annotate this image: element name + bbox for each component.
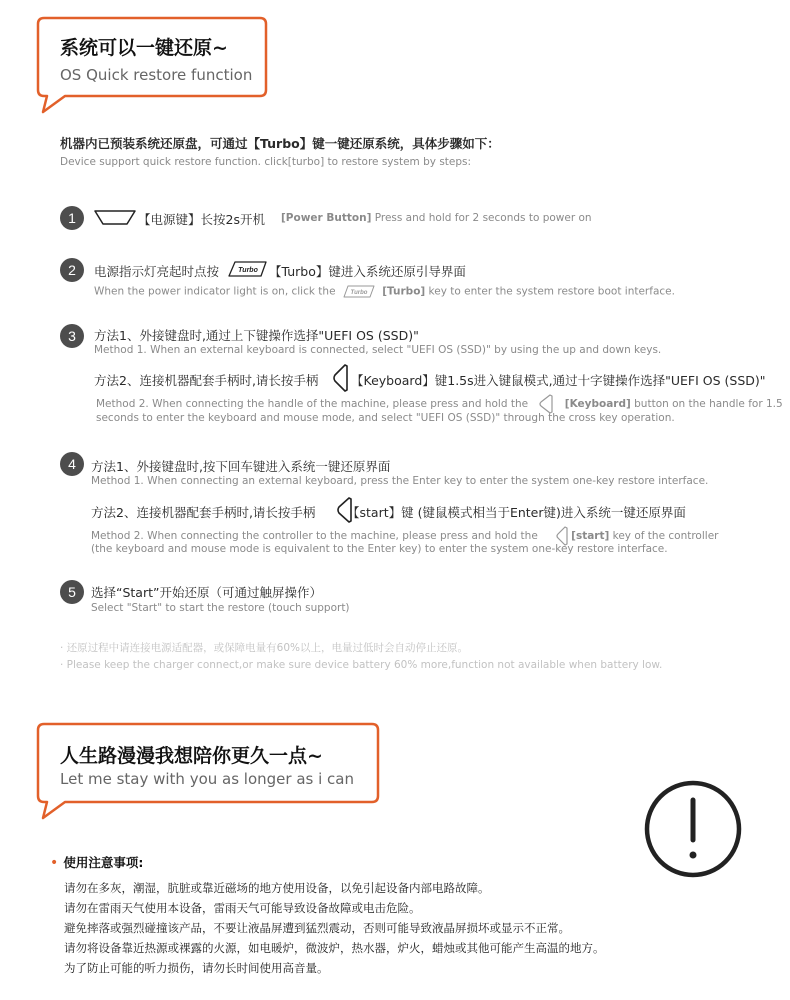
section-subtitle: OS Quick restore function xyxy=(60,66,253,84)
step-number: 1 xyxy=(60,206,84,230)
section-title: 系统可以一键还原~ xyxy=(60,37,228,59)
precaution-line: 请勿将设备靠近热源或裸露的火源，如电暖炉，微波炉，热水器，炉火，蜡烛或其他可能产生高温的地方。 xyxy=(64,941,605,955)
power-button-icon xyxy=(94,210,136,226)
note-zh: · 还原过程中请连接电源适配器，或保障电量有60%以上，电量过低时会自动停止还原。 xyxy=(60,642,469,654)
step-number: 4 xyxy=(60,452,84,476)
intro-zh: 机器内已预装系统还原盘，可通过【Turbo】键一键还原系统，具体步骤如下： xyxy=(60,136,500,151)
step-zh: 选择“Start”开始还原（可通过触屏操作） xyxy=(91,585,322,600)
method-2-zh: 方法2、连接机器配套手柄时,请长按手柄 xyxy=(94,373,319,388)
precautions-heading: • 使用注意事项: xyxy=(50,855,144,871)
step-en-bold: [Power Button] xyxy=(281,212,372,224)
section-subtitle: Let me stay with you as longer as i can xyxy=(60,770,355,788)
step-number: 5 xyxy=(60,580,84,604)
step-en: Select "Start" to start the restore (touch support) xyxy=(91,602,350,614)
precaution-line: 避免摔落或强烈碰撞该产品，不要让液晶屏遭到猛烈震动，否则可能导致液晶屏损坏或显示不正常。 xyxy=(64,921,570,935)
method-2-zh: 方法2、连接机器配套手柄时,请长按手柄 xyxy=(91,505,316,520)
keyboard-button-icon-small xyxy=(537,394,555,414)
intro-en: Device support quick restore function. click[turbo] to restore system by steps: xyxy=(60,156,472,168)
method-2-en-line2: seconds to enter the keyboard and mouse mode, and select "UEFI OS (SSD)" through the cross key operation. xyxy=(96,412,675,424)
note-en: · Please keep the charger connect,or make sure device battery 60% more,function not available when battery low. xyxy=(60,659,663,671)
step-zh: 【电源键】长按2s开机 xyxy=(138,212,265,227)
step-en: Press and hold for 2 seconds to power on xyxy=(371,212,592,224)
turbo-icon-text: Turbo xyxy=(238,267,258,274)
turbo-key-icon xyxy=(228,261,268,277)
turbo-key-icon-small xyxy=(343,285,375,298)
method-2-en: Method 2. When connecting the controller to the machine, please press and hold the [start] key of the controller xyxy=(91,526,718,546)
method-1-en: Method 1. When connecting an external keyboard, press the Enter key to enter the system one-key restore interface. xyxy=(91,475,709,487)
method-2-en-line2: (the keyboard and mouse mode is equivalent to the Enter key) to enter the system one-key restore interface. xyxy=(91,543,668,555)
precaution-line: 请勿在雷雨天气使用本设备，雷雨天气可能导致设备故障或电击危险。 xyxy=(64,901,421,915)
step-en: When the power indicator light is on, click the Turbo [Turbo] key to enter the system restore boot interface. xyxy=(94,285,675,298)
method-2-en: Method 2. When connecting the handle of the machine, please press and hold the [Keyboard] button on the handle for 1.5 xyxy=(96,394,783,414)
precaution-line: 请勿在多灰，潮湿，肮脏或靠近磁场的地方使用设备，以免引起设备内部电路故障。 xyxy=(64,881,490,895)
section-title: 人生路漫漫我想陪你更久一点~ xyxy=(60,745,323,767)
step-zh-2: 【Turbo】键进入系统还原引导界面 xyxy=(269,264,466,279)
method-1-zh: 方法1、外接键盘时,按下回车键进入系统一键还原界面 xyxy=(91,459,391,474)
warning-icon xyxy=(644,780,742,878)
svg-text:Turbo: Turbo xyxy=(350,290,368,296)
method-1-zh: 方法1、外接键盘时,通过上下键操作选择"UEFI OS (SSD)" xyxy=(94,328,419,343)
step-number: 3 xyxy=(60,324,84,348)
method-1-en: Method 1. When an external keyboard is connected, select "UEFI OS (SSD)" by using the up and down keys. xyxy=(94,344,662,356)
bullet-dot: • xyxy=(50,855,59,871)
step-zh: 电源指示灯亮起时点按 xyxy=(94,264,220,279)
method-2-zh-2: 【start】键 (键鼠模式相当于Enter键)进入系统一键还原界面 xyxy=(347,505,686,520)
step-number: 2 xyxy=(60,258,84,282)
method-2-zh-2: 【Keyboard】键1.5s进入键鼠模式,通过十字键操作选择"UEFI OS (SSD)" xyxy=(351,373,766,388)
precaution-line: 为了防止可能的听力损伤，请勿长时间使用高音量。 xyxy=(64,961,329,975)
keyboard-button-icon xyxy=(330,364,350,392)
